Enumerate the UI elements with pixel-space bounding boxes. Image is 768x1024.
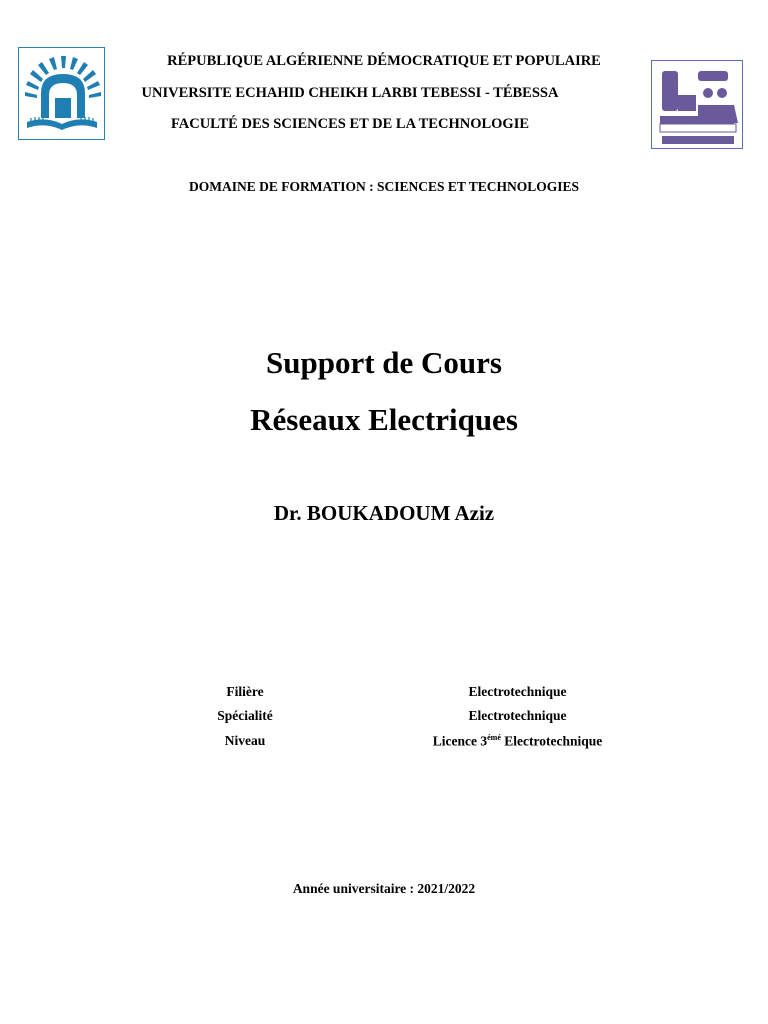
niveau-value-prefix: Licence 3 [432, 733, 488, 749]
niveau-value [400, 733, 635, 750]
university-heading: UNIVERSITE ECHAHID CHEIKH LARBI TEBESSI - TÉBESSA [141, 85, 559, 101]
specialite-label: Spécialité [217, 708, 273, 723]
course-title: Support de Cours [266, 345, 502, 380]
faculty-emblem-icon [652, 61, 742, 148]
filiere-label: Filière [226, 684, 264, 699]
domain-line: DOMAINE DE FORMATION : SCIENCES ET TECHNOLOGIES [188, 179, 580, 194]
course-subject: Réseaux Electriques [250, 402, 518, 437]
academic-year: Année universitaire : 2021/2022 [292, 881, 476, 896]
faculty-logo [651, 60, 743, 149]
filiere-value: Electrotechnique [468, 684, 567, 699]
faculty-heading: FACULTÉ DES SCIENCES ET DE LA TECHNOLOGIE [170, 116, 530, 132]
niveau-value-superscript: émé [487, 733, 501, 742]
niveau-label: Niveau [224, 733, 266, 748]
republic-heading: RÉPUBLIQUE ALGÉRIENNE DÉMOCRATIQUE ET POPULAIRE [167, 53, 601, 69]
author-name: Dr. BOUKADOUM Aziz [273, 501, 495, 525]
specialite-value: Electrotechnique [468, 708, 567, 723]
niveau-value-suffix: Electrotechnique [500, 733, 603, 749]
